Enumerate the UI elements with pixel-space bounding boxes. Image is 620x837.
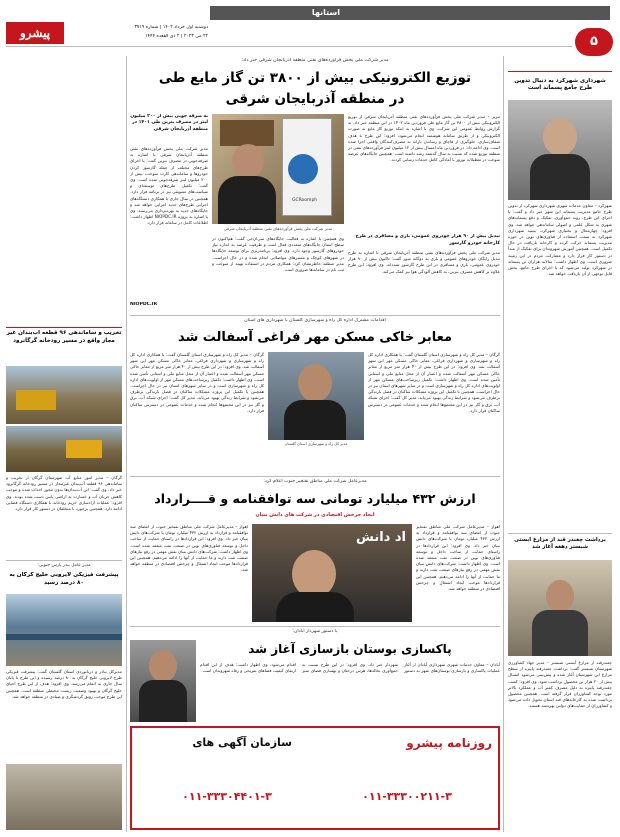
ad-phone-1: ۰۱۱-۳۳۳۰۰۲۱۱-۳ — [362, 790, 452, 803]
story3-kicker: مدیرعامل شرکت ملی مناطق نفتخیز جنوب اعلام کرد: — [263, 479, 367, 484]
story2-kicker: اقدامات مشترک اداره کل راه و شهرسازی گلستان با شهرداری های استان — [244, 318, 386, 323]
story3-subtitle: ایجاد چرخش اقتصادی در شرکت های دانش بنیان — [255, 512, 375, 518]
right-news2-title: پیشرفت فیزیکی لایروبی خلیج گرگان به ۸۰ درصد رسید — [9, 572, 119, 586]
story3-title: ارزش ۴۳۲ میلیارد تومانی سه توافقنامه و قــــرارداد — [154, 491, 476, 506]
sidebar-news2-photo — [508, 560, 612, 656]
lead-col3-subhead: به صرفه جویی بیش از ۲۰۰ میلیون لیتر در مصرف بنزین طی ۱۴۰۱ در منطقه آذربایجان شرقی — [130, 114, 208, 132]
right-news1-photo-1 — [6, 366, 122, 424]
sidebar-news1-title: شهرداری شهرکرد به دنبال تدوین طرح جامع پسماند است — [514, 78, 606, 91]
story3-photo-text: اد دانش — [355, 530, 406, 545]
lead-title-line1: توزیع الکترونیکی بیش از ۳۸۰۰ تن گاز مایع طی — [158, 70, 472, 86]
header-divider — [6, 46, 572, 47]
ad-box — [130, 726, 500, 830]
photo-sign: GCRoomph — [292, 198, 318, 203]
story2-photo — [268, 352, 364, 440]
right-divider — [6, 560, 122, 561]
right-news1-photo-2 — [6, 426, 122, 472]
story2-body: گرگان – مدیر کل راه و شهرسازی استان گلستان گفت: با همکاری اداره کل راه و شهرسازی و شهرداری فراغی، معابر خاکی مسکن مهر این شهر آسفالت شد. وی افزود: در این طرح بیش از ۴۰ هزار متر مربع از معابر خاکی مسکن مهر آسفالت شده و اعتبار آن از محل منابع ملی و استانی تأمین شده است. وی اظهار داشت: تکمیل زیرساخت‌های مسکن مهر از اولویت‌های اداره کل راه و شهرسازی است و در سایر شهرهای استان نیز در حال اجراست. همچنین با تکمیل این پروژه مشکلات ساکنان در فصل بارندگی برطرف می‌شود و شرایط زندگی بهبود می‌یابد. مدیر کل گفت: اجرای شبکه آب، برق و گاز نیز در این مجتمع‌ها انجام شده و خدمات عمومی در دسترس ساکنان قرار دارد. — [130, 352, 264, 413]
sidebar-tag — [508, 60, 612, 72]
sidebar-news1-photo — [508, 100, 612, 200]
date-line-2: ۲۲ می ۲۰۲۳ | ۲ ذی القعده ۱۴۴۴ — [145, 34, 208, 39]
section-bar: استانها — [210, 6, 610, 20]
story2-divider — [130, 476, 500, 477]
right-col-vrule — [126, 56, 127, 832]
lead-body1: تبریز – مدیر شرکت ملی پخش فرآورده‌های نفتی منطقه آذربایجان شرقی از توزیع الکترونیکی بیش از ۳۸۰۰ تن گاز مایع طی فروردین ماه ۱۴۰۲ در این منطقه خبر داد. به گزارش روابط عمومی این شرکت، وی با اشاره به اینکه توزیع گاز مایع به صورت الکترونیکی و از طریق سامانه هوشمند انجام می‌شود، افزود: این طرح با هدف شفاف‌سازی، جلوگیری از قاچاق و رساندن یارانه به مصرف‌کنندگان واقعی اجرا شده است. وی ادامه داد: در فروردین ماه امسال بیش از ۱۲ میلیون لیتر فرآورده‌های نفتی در منطقه توزیع شده که نسبت به سال گذشته رشد داشته است. همچنین جایگاه‌های عرضه سوخت در تعطیلات نوروز با آمادگی کامل خدمات رسانی کردند. — [348, 114, 500, 163]
right-news2-body: مدیرکل بنادر و دریانوردی استان گلستان گفت: پیشرفت فیزیکی طرح لایروبی خلیج گرگان به ۸۰ درصد رسیده و این طرح تا پایان سال جاری به اتمام می‌رسد. وی افزود: هدف از این طرح احیای خلیج گرگان و بهبود وضعیت زیست محیطی منطقه است. همچنین این طرح موجب رونق گردشگری و صیادی در منطقه خواهد شد. — [6, 669, 122, 699]
right-news2-photo — [6, 594, 122, 666]
right-news1-title: تخریب و ساماندهی ۹۶ قطعه آب‌بندان غیر مجاز واقع در مسیر رودخانه گرگانرود — [6, 330, 122, 344]
sidebar-divider — [508, 533, 612, 534]
right-news1-body: گرگان – مدیر امور منابع آب شهرستان گرگان از تخریب و ساماندهی ۹۶ قطعه آب‌بندان غیرمجاز در مسیر رودخانه گرگانرود خبر داد. وی گفت: این آب‌بندان‌ها بدون مجوز احداث شده و موجب کاهش جریان آب و خسارت به اراضی پایین دست شده بودند. وی افزود: عملیات آزادسازی حریم رودخانه با همکاری دستگاه قضایی ادامه دارد. همچنین برخورد با متخلفان در دستور کار قرار دارد. — [6, 475, 122, 512]
story4-title: پاکسازی بوستان بازسازی آغاز شد — [248, 642, 452, 656]
lead-photo — [212, 114, 344, 224]
story2-body-b: گرگان – مدیر کل راه و شهرسازی استان گلستان گفت: با همکاری اداره کل راه و شهرسازی و شهرداری فراغی، معابر خاکی مسکن مهر این شهر آسفالت شد. وی افزود: در این طرح بیش از ۴۰ هزار متر مربع از معابر خاکی مسکن مهر آسفالت شده و اعتبار آن از محل منابع ملی و استانی تأمین شده است. وی اظهار داشت: تکمیل زیرساخت‌های مسکن مهر از اولویت‌های اداره کل راه و شهرسازی است و در سایر شهرهای استان نیز در حال اجراست. همچنین با تکمیل این پروژه مشکلات ساکنان در فصل بارندگی برطرف می‌شود و شرایط زندگی بهبود می‌یابد. مدیر کل گفت: اجرای شبکه آب، برق و گاز نیز در این مجتمع‌ها انجام شده و خدمات عمومی در دسترس ساکنان قرار دارد. — [368, 352, 500, 413]
story3-divider — [130, 626, 500, 627]
story4-body: آبادان – معاون خدمات شهری شهرداری آبادان از آغاز عملیات پاکسازی و بازسازی بوستان‌های شهر به دستور شهردار خبر داد. وی افزود: در این طرح نسبت به جمع‌آوری نخاله‌ها، هرس درختان و بهسازی فضای سبز اقدام می‌شود. وی اظهار داشت: هدف از این اقدام ارتقای کیفیت فضاهای تفریحی و رفاه شهروندان است. — [200, 662, 500, 674]
paper-logo: پیشرو — [6, 22, 64, 44]
right-bottom-photo — [6, 764, 122, 830]
page-number-badge: ۵ — [575, 28, 613, 56]
lead-col3-code: NIOPDC.IR — [130, 302, 158, 307]
ad-paper-name: روزنامه پیشرو — [406, 736, 492, 750]
story4-kicker: با دستور شهردار آبادان: — [292, 629, 338, 634]
sidebar-tag-label — [601, 70, 612, 72]
date-line-1: دوشنبه اول خرداد ۱۴۰۲ | شماره ۳۷۱۹ — [134, 25, 208, 30]
lead-title-line2: در منطقه آذربایجان شرقی — [225, 91, 405, 107]
right-col-tag — [6, 316, 122, 328]
lead-caption: مدیر شرکت ملی پخش فرآورده‌های نفتی منطقه آذربایجان شرقی — [223, 226, 333, 231]
lead-col3-body: مدیر شرکت ملی پخش فرآورده‌های نفتی منطقه آذربایجان شرقی با اشاره به صرفه‌جویی در مصرف بنزین گفت: با اجرای طرح‌های مختلف از جمله گازسوز کردن خودروها و ساماندهی کارت سوخت، بیش از ۲۰۰ میلیون لیتر صرفه‌جویی شده است. وی گفت: تکمیل طرح‌های توسعه‌ای و سیاست‌های تشویقی نیز در برنامه قرار دارد. همچنین در سال جاری با همکاری دستگاه‌های اجرایی طرح‌های جدید اجرایی خواهد شد و جایگاه‌های جدید به بهره‌برداری می‌رسند. وی با اشاره به پروژه NIOPDC.IR اظهار داشت: اطلاعات کامل در سامانه قرار دارد. — [130, 146, 208, 226]
story3-photo — [252, 524, 412, 622]
ad-phone-2: ۰۱۱-۳۳۳۰۴۴۰۱-۳ — [182, 790, 272, 803]
lead-kicker: مدیر شرکت ملی پخش فرآورده‌های نفتی منطقه آذربایجان شرقی خبر داد: — [241, 58, 389, 63]
story2-caption: مدیر کل راه و شهرسازی استان گلستان — [284, 441, 348, 446]
sidebar-vrule — [503, 56, 504, 832]
lead-subhead: تبدیل بیش از ۹۰ هزار خودروی عمومی، باری و مسافری در طرح کارخانه خودرو گازسوز — [355, 234, 500, 246]
story3-body-b: اهواز – مدیرعامل شرکت ملی مناطق نفتخیز جنوب از امضای سه توافقنامه و قرارداد به ارزش ۴۳۲ میلیارد تومان با شرکت‌های دانش بنیان خبر داد. وی افزود: این قراردادها در راستای حمایت از ساخت داخل و توسعه فناوری‌های نوین در صنعت نفت منعقد شده است. وی اظهار داشت: شرکت‌های دانش بنیان نقش مهمی در رفع نیازهای صنعت نفت دارند و ما حمایت از آنها را ادامه می‌دهیم. همچنین این قراردادها موجب ایجاد اشتغال و چرخش اقتصادی در منطقه خواهد شد. — [416, 524, 500, 592]
sidebar-news2-title: برداشت چغندر قند از مزارع آبستی شبستر دهغه آغاز شد — [514, 537, 606, 550]
sidebar-news1-body: شهرکرد – معاون خدمات شهری شهرداری شهرکرد از تدوین طرح جامع مدیریت پسماند این شهر خبر داد و گفت: با اجرای این طرح، روند جمع‌آوری، تفکیک و دفع پسماندهای شهری به شکل علمی و اصولی ساماندهی خواهد شد. وی افزود: چهارمحال و بختیاری شهرکرد، ببینید شهرداری شهرکرد به سمت استفاده از فناوری‌های نوین در حوزه مدیریت پسماند حرکت کرده و کارخانه بازیافت در حال تکمیل است. همچنین آموزش شهروندان برای تفکیک از مبدأ در دستور کار قرار دارد و مشارکت مردم در این زمینه ضروری است. وی اظهار داشت: سالانه هزاران تن پسماند در شهرکرد تولید می‌شود که با اجرای طرح جامع، بخش قابل توجهی از آن بازیافت خواهد شد. — [508, 203, 612, 277]
lead-col2-body: وی همچنین با اشاره به فعالیت جایگاه‌های سی‌ان‌جی گفت: هم‌اکنون در سطح استان جایگاه‌های متعددی فعال است و ظرفیت عرضه به اندازه نیاز خودروهای گازسوز وجود دارد. وی افزود: برنامه‌ریزی برای توسعه جایگاه‌ها در شهرهای کوچک و مسیرهای مواصلاتی انجام شده و در حال اجراست. مدیر منطقه خاطرنشان کرد: همکاری مردم در استفاده بهینه از سوخت و ثبت نام در سامانه‌ها ضروری است. — [212, 236, 344, 273]
story3-body: اهواز – مدیرعامل شرکت ملی مناطق نفتخیز جنوب از امضای سه توافقنامه و قرارداد به ارزش ۴۳۲ میلیارد تومان با شرکت‌های دانش بنیان خبر داد. وی افزود: این قراردادها در راستای حمایت از ساخت داخل و توسعه فناوری‌های نوین در صنعت نفت منعقد شده است. وی اظهار داشت: شرکت‌های دانش بنیان نقش مهمی در رفع نیازهای صنعت نفت دارند و ما حمایت از آنها را ادامه می‌دهیم. همچنین این قراردادها موجب ایجاد اشتغال و چرخش اقتصادی در منطقه خواهد شد. — [130, 524, 248, 573]
story4-photo — [130, 640, 196, 722]
sidebar-news2-body: چغندرقند از مزارع آبستی شبستر – مدیر جهاد کشاورزی شهرستان شبستر گفت: برداشت چغندرقند پاییزه از سطح مزارع این شهرستان آغاز شده و پیش‌بینی می‌شود امسال بیش از ۲۰ هزار تن محصول برداشت شود. وی افزود: کشت چغندرقند پاییزه به دلیل مصرف کمتر آب و عملکرد بالاتر مورد توجه کشاورزان قرار گرفته است. همچنین محصول برداشت شده به کارخانه‌های قند استان تحویل داده می‌شود و کشاورزان از حمایت‌های دولتی بهره‌مند هستند. — [508, 660, 612, 709]
right-news2-kicker: مدیر عامل بندر پارس جنوبی: — [37, 563, 91, 568]
lead-body2: مدیر شرکت ملی پخش فرآورده‌های نفتی منطقه آذربایجان شرقی با اشاره به طرح تبدیل رایگان خودروهای عمومی و باری به دوگانه سوز گفت: تاکنون بیش از ۹۰ هزار خودروی عمومی، باری و مسافری در این طرح گازسوز شده‌اند. وی افزود: این طرح علاوه بر کاهش مصرف بنزین، به کاهش آلودگی هوا نیز کمک می‌کند. — [348, 250, 500, 274]
story2-title: معابر خاکی مسکن مهر فراغی آسفالت شد — [177, 330, 453, 345]
right-col-tag-label — [111, 326, 122, 328]
lead-divider — [130, 315, 500, 316]
ad-title: سازمان آگهی های — [192, 736, 292, 749]
